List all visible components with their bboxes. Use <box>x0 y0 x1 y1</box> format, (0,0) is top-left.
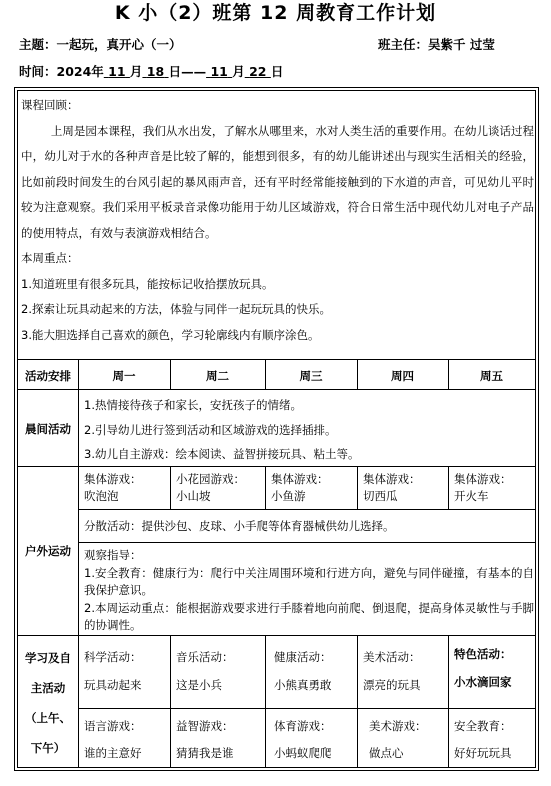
divider <box>265 466 266 509</box>
date-range <box>19 62 283 80</box>
guide-item-1: 1.安全教育：健康行为：爬行中关注周围环境和行进方向，避免与同伴碰撞，有基本的自我保护意识。 <box>84 565 534 597</box>
focus-label: 本周重点： <box>21 251 79 266</box>
divider <box>18 359 535 360</box>
day-wednesday: 周三 <box>299 369 323 383</box>
end-month: 11 <box>210 64 228 79</box>
outdoor-game-wed: 集体游戏： 小鱼游 <box>271 472 329 503</box>
learning-mon-1: 科学活动： 玩具动起来 <box>84 650 142 692</box>
day-tuesday: 周二 <box>206 369 229 383</box>
divider <box>78 359 79 767</box>
learning-mon-2: 语言游戏： 谁的主意好 <box>84 719 142 760</box>
outdoor-game-mon: 集体游戏： 吹泡泡 <box>84 472 142 503</box>
divider <box>78 509 535 510</box>
guide-item-2: 2.本周运动重点：能根据游戏要求进行手膝着地向前爬、倒退爬，提高身体灵敏性与手脚的协调性。 <box>84 600 534 632</box>
focus-item-2: 2.探索让玩具动起来的方法，体验与同伴一起玩玩具的快乐。 <box>21 302 331 317</box>
learning-thu-1: 美术活动： 漂亮的玩具 <box>363 650 421 692</box>
outdoor-game-tue: 小花园游戏： 小山坡 <box>176 472 245 503</box>
outdoor-game-thu: 集体游戏： 切西瓜 <box>363 472 421 503</box>
learning-label: 学习及自 主活动 （上午、 下午） <box>25 651 71 755</box>
divider <box>18 635 535 636</box>
divider <box>448 466 449 509</box>
date-separator: 日—— <box>168 64 207 79</box>
start-day: 18 <box>146 64 165 79</box>
divider <box>357 635 358 767</box>
day-thursday: 周四 <box>391 369 414 383</box>
review-label: 课程回顾： <box>21 98 79 112</box>
outdoor-game-fri: 集体游戏： 开火车 <box>454 472 512 503</box>
learning-wed-1: 健康活动： 小熊真勇敢 <box>274 650 332 692</box>
theme-text: 主题：一起玩，真开心（一） <box>19 37 182 52</box>
start-month: 11 <box>108 64 126 79</box>
guide-label: 观察指导： <box>84 548 142 562</box>
divider <box>265 635 266 767</box>
learning-fri-1: 特色活动： 小水滴回家 <box>454 647 512 689</box>
divider <box>78 542 535 543</box>
end-day: 22 <box>249 64 267 79</box>
learning-tue-1: 音乐活动： 这是小兵 <box>176 650 234 692</box>
review-paragraph: 上周是园本课程，我们从水出发，了解水从哪里来，水对人类生活的重要作用。在幼儿谈话过程中，幼儿对于水的各种声音是比较了解的，能想到很多，有的幼儿能讲述出与现实生活相关的经验，比如前段时间发生的台风引起的暴风雨声音，还有平时经常能接触到的下水道的声音，可见幼儿平时较为注意观察。我们采用平板录音录像功能用于幼儿区域游戏，符合日常生活中现代幼儿对电子产品的使用特点，有效与表演游戏相结合。 <box>21 123 534 240</box>
month-label-2: 月 <box>232 64 245 79</box>
review-section <box>21 93 534 348</box>
focus-item-3: 3.能大胆选择自己喜欢的颜色，学习轮廓线内有顺序涂色。 <box>21 327 320 342</box>
plan-table <box>14 87 539 771</box>
date-prefix: 时间：2024年 <box>19 64 104 79</box>
divider <box>357 466 358 509</box>
day-friday: 周五 <box>480 369 503 383</box>
outdoor-dispersed: 分散活动：提供沙包、皮球、小手爬等体育器械供幼儿选择。 <box>84 519 395 533</box>
morning-item-3: 3.幼儿自主游戏：绘本阅读、益智拼接玩具、粘土等。 <box>84 447 360 461</box>
day-monday: 周一 <box>112 369 136 383</box>
divider <box>18 389 535 390</box>
morning-label: 晨间活动 <box>25 422 71 436</box>
divider <box>170 466 171 509</box>
divider <box>170 635 171 767</box>
learning-thu-2: 美术游戏： 做点心 <box>369 719 427 760</box>
schedule-header-label: 活动安排 <box>25 369 71 383</box>
month-label: 月 <box>129 64 143 79</box>
morning-item-2: 2.引导幼儿进行签到活动和区域游戏的选择插排。 <box>84 423 337 437</box>
day-label: 日 <box>270 64 284 79</box>
divider <box>78 708 535 709</box>
page-title: K 小（2）班第 12 周教育工作计划 <box>114 2 437 24</box>
divider <box>448 635 449 767</box>
morning-item-1: 1.热情接待孩子和家长，安抚孩子的情绪。 <box>84 398 302 412</box>
plan-table-inner <box>17 90 536 768</box>
learning-tue-2: 益智游戏： 猜猜我是谁 <box>176 719 234 760</box>
learning-wed-2: 体育游戏： 小蚂蚁爬爬 <box>274 719 332 760</box>
learning-fri-2: 安全教育： 好好玩玩具 <box>454 719 512 760</box>
teacher-text: 班主任：吴紫千 过莹 <box>378 37 495 52</box>
outdoor-guide <box>84 547 534 635</box>
focus-item-1: 1.知道班里有很多玩具，能按标记收拾摆放玩具。 <box>21 276 274 291</box>
outdoor-label: 户外运动 <box>25 544 71 558</box>
